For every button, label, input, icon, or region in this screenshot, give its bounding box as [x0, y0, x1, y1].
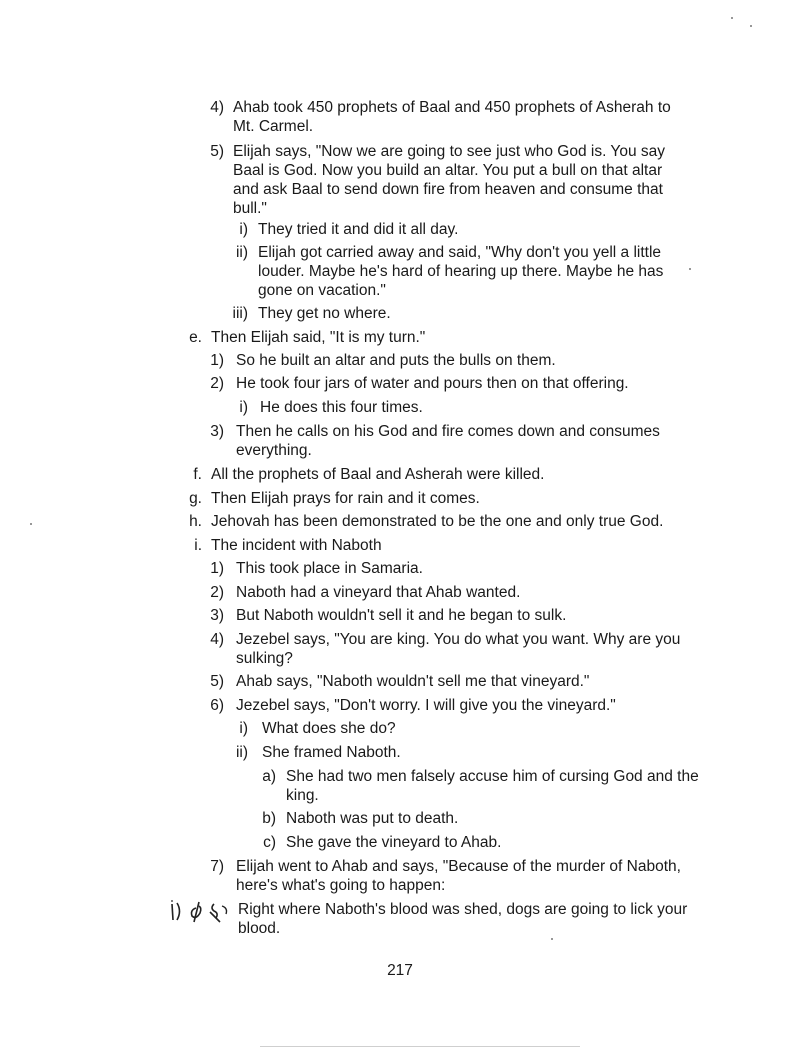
page-number: 217 — [387, 962, 413, 979]
item-line: Elijah went to Ahab and says, "Because of the murder of Naboth, — [236, 858, 681, 875]
item-label: 4) — [210, 99, 224, 116]
item-line: and ask Baal to send down fire from heaven and consume that — [233, 181, 663, 198]
item-label: iii) — [232, 305, 248, 322]
scan-speck — [30, 523, 32, 525]
item-label: g. — [189, 490, 202, 507]
item-label: ii) — [235, 744, 248, 761]
item-label: i. — [194, 537, 202, 554]
item-line: They tried it and did it all day. — [258, 221, 459, 238]
scan-speck — [551, 938, 553, 940]
item-line: Ahab took 450 prophets of Baal and 450 prophets of Asherah to — [233, 99, 671, 116]
item-line: The incident with Naboth — [211, 537, 382, 554]
item-line: sulking? — [236, 650, 293, 667]
item-line: Then he calls on his God and fire comes down and consumes — [236, 423, 660, 440]
item-line: Jezebel says, "You are king. You do what you want. Why are you — [236, 631, 681, 648]
item-label: 2) — [210, 584, 224, 601]
item-line: She gave the vineyard to Ahab. — [286, 834, 502, 851]
item-line: everything. — [236, 442, 312, 459]
item-label: c) — [263, 834, 276, 851]
item-label: ii) — [235, 244, 248, 261]
item-label: 5) — [210, 673, 224, 690]
item-label: 1) — [210, 560, 224, 577]
item-line: Naboth had a vineyard that Ahab wanted. — [236, 584, 521, 601]
item-line: Right where Naboth's blood was shed, dogs are going to lick your — [238, 901, 688, 918]
item-label: a) — [262, 768, 276, 785]
item-line: bull." — [233, 200, 267, 217]
item-line: king. — [286, 787, 319, 804]
item-line: Elijah says, "Now we are going to see just who God is. You say — [233, 143, 665, 160]
item-label: h. — [189, 513, 202, 530]
scan-speck — [689, 268, 691, 270]
item-line: gone on vacation." — [258, 282, 386, 299]
item-label: 3) — [210, 423, 224, 440]
item-label: 2) — [210, 375, 224, 392]
item-line: Elijah got carried away and said, "Why don't you yell a little — [258, 244, 662, 261]
item-line: Mt. Carmel. — [233, 118, 314, 135]
scan-speck — [731, 17, 733, 19]
item-line: here's what's going to happen: — [236, 877, 446, 894]
item-line: He took four jars of water and pours then on that offering. — [236, 375, 629, 392]
item-line: He does this four times. — [260, 399, 423, 416]
item-label: b) — [262, 810, 276, 827]
item-label: 5) — [210, 143, 224, 160]
item-label: 7) — [210, 858, 224, 875]
item-line: Then Elijah said, "It is my turn." — [211, 329, 426, 346]
item-label: 6) — [210, 697, 224, 714]
item-label: i) — [239, 720, 248, 737]
item-label: 4) — [210, 631, 224, 648]
item-line: Naboth was put to death. — [286, 810, 459, 827]
item-line: What does she do? — [262, 720, 396, 737]
item-label: 1) — [210, 352, 224, 369]
item-line: But Naboth wouldn't sell it and he began to sulk. — [236, 607, 567, 624]
item-line: Jezebel says, "Don't worry. I will give you the vineyard." — [236, 697, 616, 714]
item-line: Baal is God. Now you build an altar. You put a bull on that altar — [233, 162, 663, 179]
handwritten-annotation — [166, 898, 238, 926]
item-line: Then Elijah prays for rain and it comes. — [211, 490, 480, 507]
item-label: i) — [239, 399, 248, 416]
item-line: Ahab says, "Naboth wouldn't sell me that vineyard." — [236, 673, 590, 690]
item-label: 3) — [210, 607, 224, 624]
item-line: Jehovah has been demonstrated to be the one and only true God. — [211, 513, 664, 530]
item-label: i) — [239, 221, 248, 238]
item-label: e. — [189, 329, 202, 346]
item-line: All the prophets of Baal and Asherah were killed. — [211, 466, 545, 483]
scan-speck — [750, 25, 752, 27]
item-line: So he built an altar and puts the bulls on them. — [236, 352, 556, 369]
item-line: She framed Naboth. — [262, 744, 401, 761]
item-line: louder. Maybe he's hard of hearing up there. Maybe he has — [258, 263, 664, 280]
item-line: She had two men falsely accuse him of cursing God and the — [286, 768, 699, 785]
item-line: This took place in Samaria. — [236, 560, 423, 577]
item-line: blood. — [238, 920, 281, 937]
item-label: f. — [193, 466, 202, 483]
item-line: They get no where. — [258, 305, 391, 322]
scan-edge-line — [260, 1046, 580, 1047]
